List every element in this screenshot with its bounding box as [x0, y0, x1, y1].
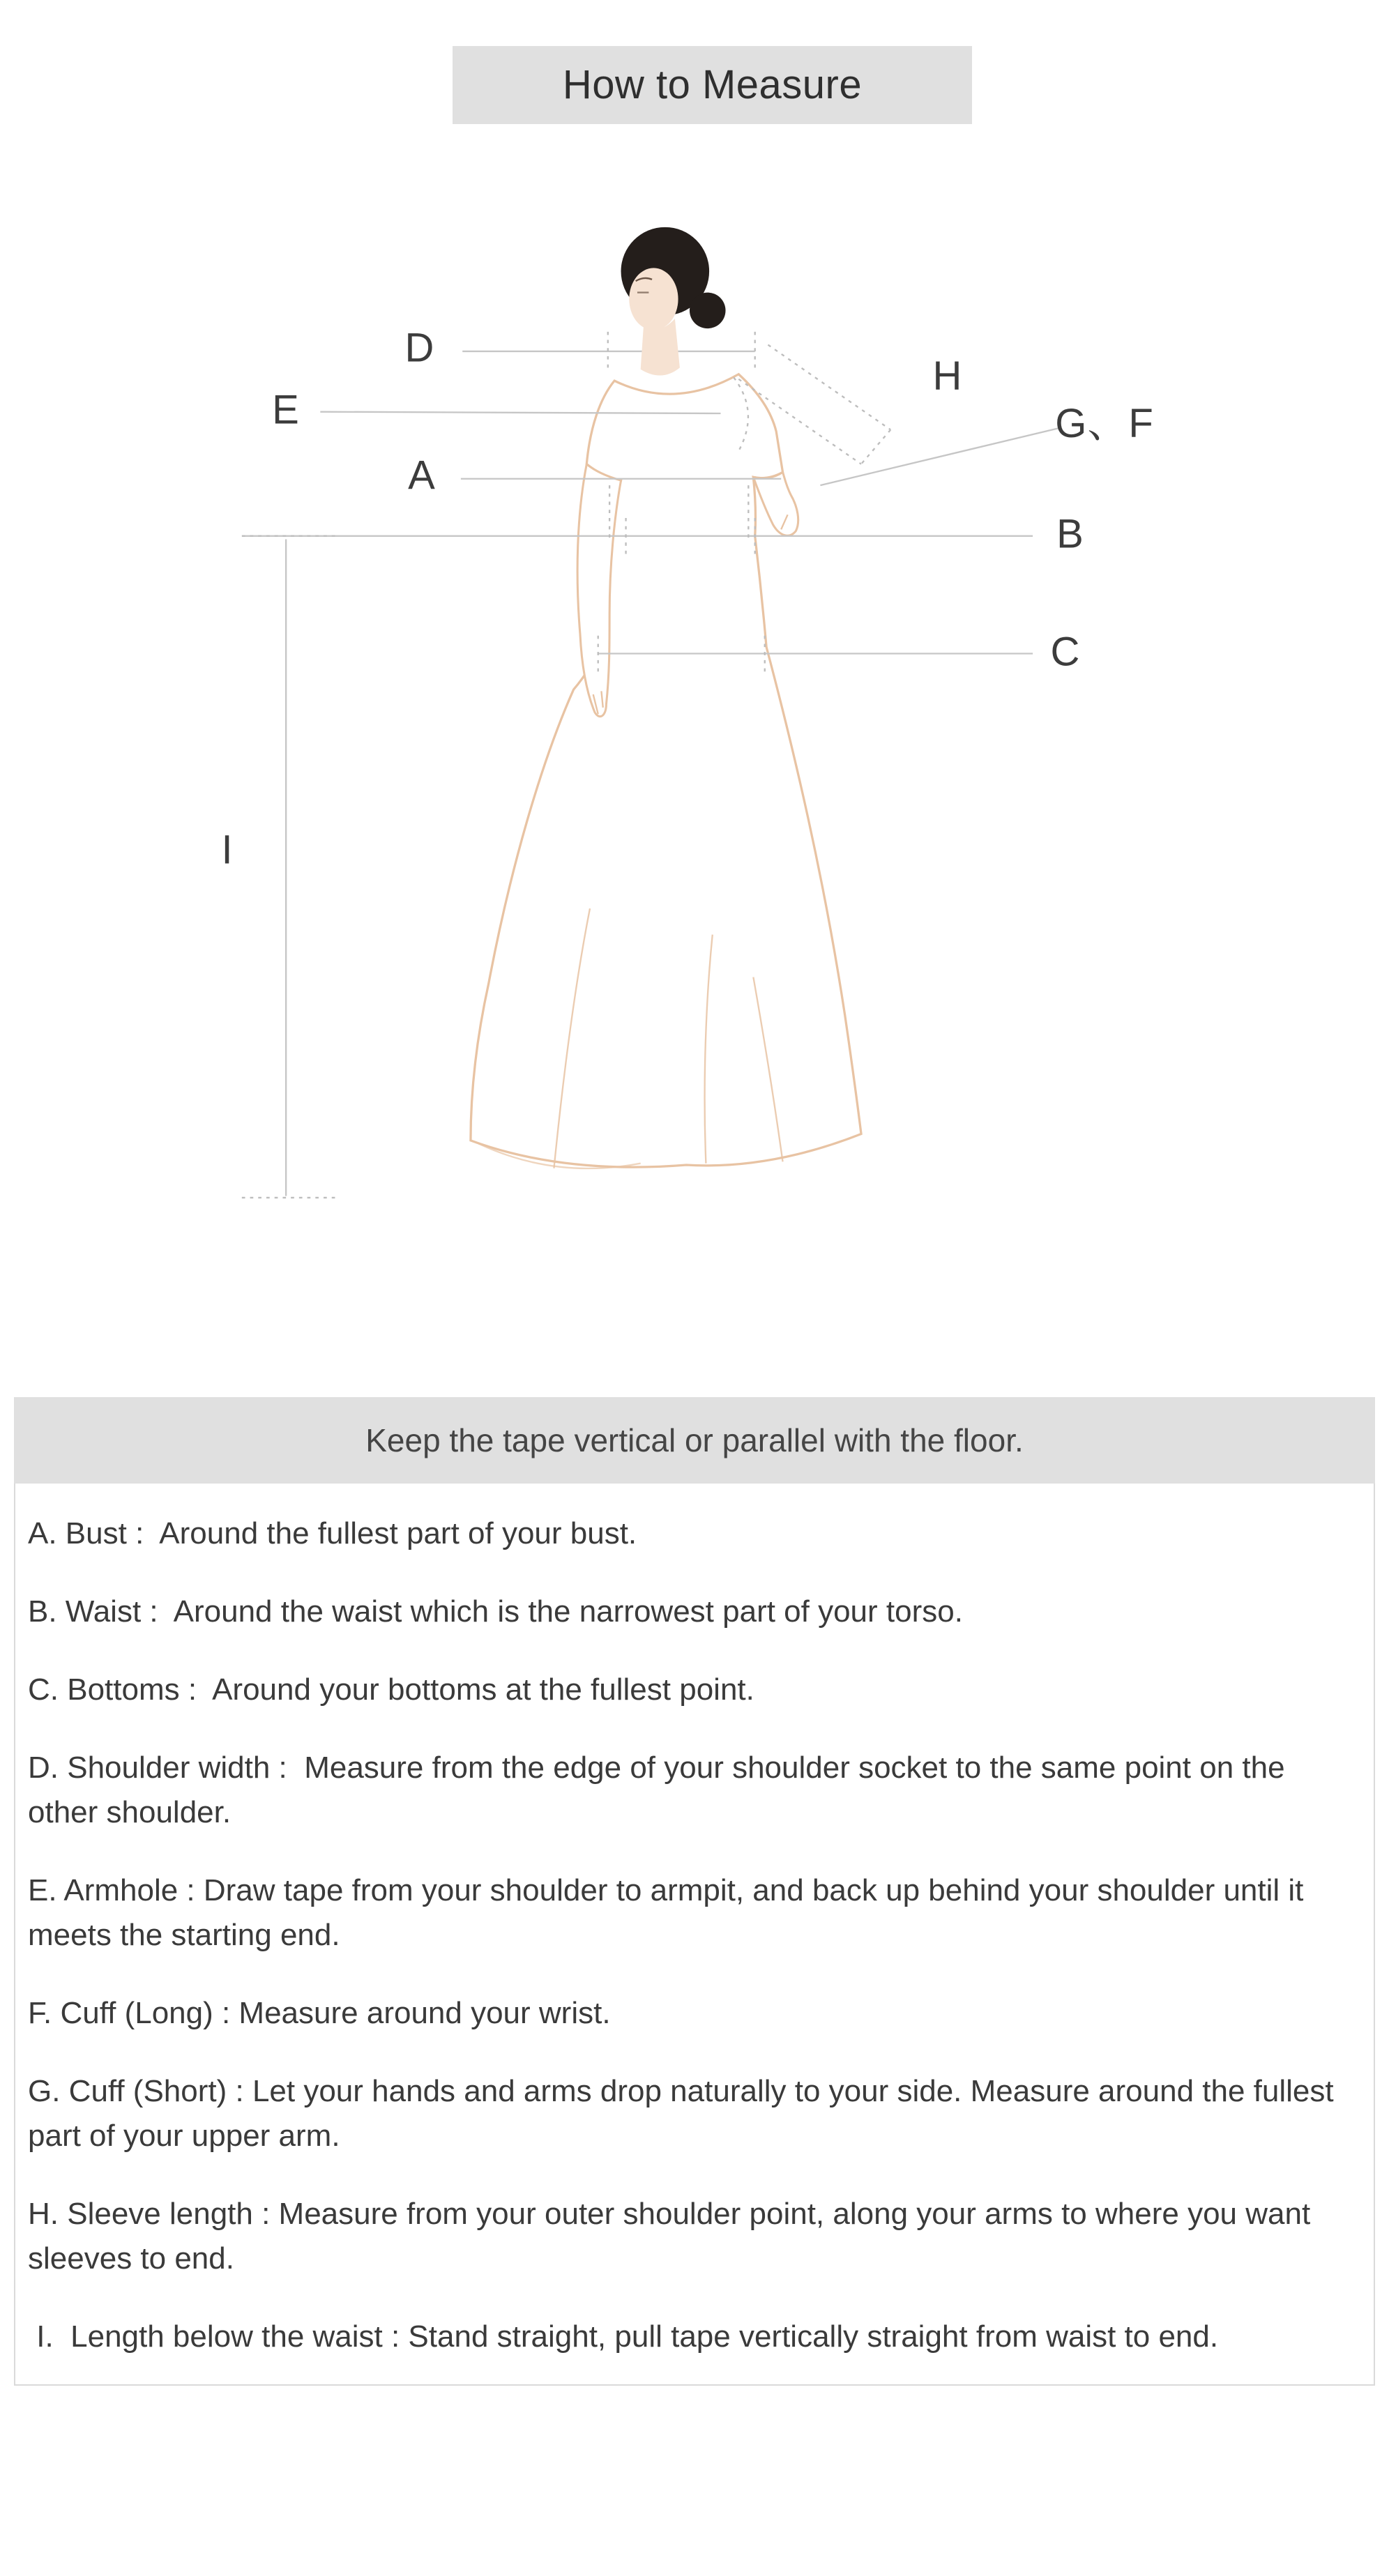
- instructions-list: [14, 1484, 1375, 2386]
- measure-label-b: B: [1056, 511, 1084, 557]
- sleeve-length-h-upper: [768, 345, 890, 430]
- measure-label-gf: G、F: [1055, 401, 1154, 446]
- instruction-item-length-below-waist: I. Length below the waist : Stand straight, pull tape vertically straight from waist to end.: [28, 2319, 1219, 2354]
- woman-head: [621, 227, 726, 376]
- instructions-banner: Keep the tape vertical or parallel with the floor.: [14, 1397, 1375, 1484]
- hair-bun: [690, 293, 726, 329]
- measure-label-c: C: [1050, 629, 1081, 675]
- instruction-item-cuff-long: F. Cuff (Long) : Measure around your wrist.: [28, 1996, 611, 2030]
- instruction-item-waist: B. Waist : Around the waist which is the narrowest part of your torso.: [28, 1594, 963, 1629]
- instruction-item-cuff-short: G. Cuff (Short) : Let your hands and arms drop naturally to your side. Measure around the fullest part of your upper arm.: [28, 2074, 1342, 2153]
- face: [629, 268, 678, 330]
- measure-label-a: A: [408, 452, 436, 498]
- line-cuff-gf: [820, 428, 1058, 485]
- instruction-item-bottoms: C. Bottoms : Around your bottoms at the fullest point.: [28, 1672, 754, 1707]
- instruction-item-bust: A. Bust : Around the fullest part of your bust.: [28, 1516, 637, 1550]
- sleeve-length-h-end: [861, 429, 890, 464]
- instruction-item-armhole: E. Armhole : Draw tape from your shoulder to armpit, and back up behind your shoulder until it meets the starting end.: [28, 1873, 1312, 1952]
- instruction-item-sleeve-length: H. Sleeve length : Measure from your outer shoulder point, along your arms to where you want sleeves to end.: [28, 2197, 1319, 2276]
- measure-label-e: E: [272, 387, 300, 433]
- measure-label-h: H: [932, 353, 963, 399]
- measure-label-d: D: [404, 325, 435, 371]
- dress-outline: [471, 374, 861, 1168]
- instruction-item-shoulder-width: D. Shoulder width : Measure from the edge of your shoulder socket to the same point on the other shoulder.: [28, 1751, 1293, 1829]
- page-title: How to Measure: [453, 46, 972, 124]
- measure-label-i: I: [221, 827, 234, 873]
